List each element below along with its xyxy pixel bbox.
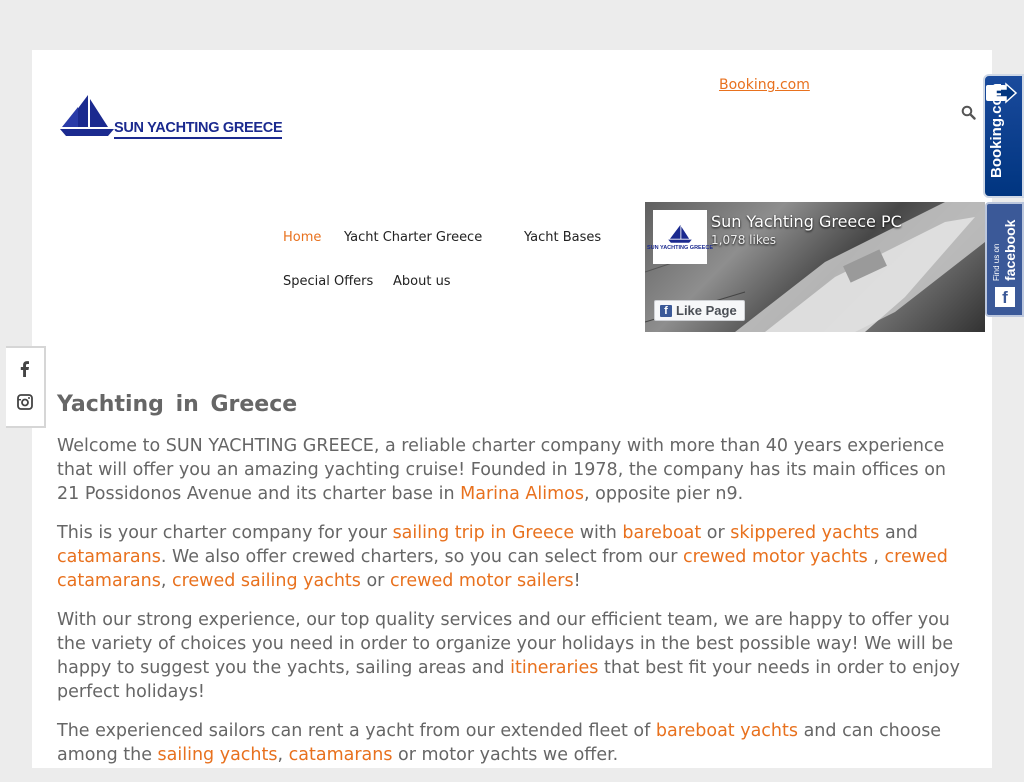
fb-page-name[interactable]: Sun Yachting Greece PC bbox=[711, 212, 902, 231]
link-sailing-yachts[interactable]: sailing yachts bbox=[157, 745, 278, 765]
search-icon[interactable] bbox=[961, 105, 976, 124]
paragraph-text: that best fit your needs in order to enjoy perfect holidays! bbox=[57, 658, 960, 702]
article-paragraph bbox=[57, 434, 972, 506]
social-sidebar bbox=[6, 346, 46, 428]
paragraph-text: This is your charter company for your bbox=[57, 523, 393, 543]
sailboat-logo-icon bbox=[58, 93, 116, 139]
instagram-icon[interactable] bbox=[16, 393, 34, 415]
fb-badge-small-text: Find us on bbox=[992, 243, 1001, 281]
paragraph-text: or bbox=[360, 571, 390, 591]
link-bareboat[interactable]: bareboat bbox=[622, 523, 702, 543]
facebook-badge[interactable] bbox=[985, 202, 1024, 317]
paragraph-text: Welcome to SUN YACHTING GREECE, a reliable charter company with more than 40 years experience that will offer you an amazing yachting cruise! Founded in 1978, the company has its main offices on 21 Possidonos Avenue and its charter base in bbox=[57, 436, 946, 504]
paragraph-text: with bbox=[574, 523, 623, 543]
fb-thumb-text: SUN YACHTING GREECE bbox=[647, 244, 714, 251]
link-crewed-motor-yachts[interactable]: crewed motor yachts bbox=[683, 547, 868, 567]
facebook-f-icon: f bbox=[660, 305, 672, 317]
page-container bbox=[32, 50, 992, 768]
fb-badge-big-text: facebook bbox=[1002, 219, 1018, 281]
fb-likes-count: 1,078 likes bbox=[711, 233, 776, 247]
link-catamarans[interactable]: catamarans bbox=[288, 745, 393, 765]
article-paragraph bbox=[57, 608, 972, 704]
paragraph-text: and bbox=[879, 523, 918, 543]
nav-item-yacht-bases[interactable]: Yacht Bases bbox=[524, 230, 602, 245]
logo-text: SUN YACHTING GREECE bbox=[114, 120, 282, 139]
facebook-f-icon: f bbox=[995, 287, 1015, 307]
paragraph-text: ! bbox=[573, 571, 581, 591]
paragraph-text: or motor yachts we offer. bbox=[392, 745, 619, 765]
link-marina-alimos[interactable]: Marina Alimos bbox=[460, 484, 584, 504]
site-logo[interactable] bbox=[58, 93, 282, 139]
paragraph-text: . We also offer crewed charters, so you can select from our bbox=[160, 547, 683, 567]
booking-badge-text: Booking.com bbox=[988, 82, 1005, 178]
fb-like-label: Like Page bbox=[676, 303, 737, 318]
paragraph-text: or bbox=[701, 523, 731, 543]
link-crewed-motor-sailers[interactable]: crewed motor sailers bbox=[389, 571, 574, 591]
article-paragraph bbox=[57, 521, 972, 593]
nav-item-special-offers[interactable]: Special Offers bbox=[283, 274, 374, 289]
article-paragraph bbox=[57, 719, 972, 767]
link-catamarans[interactable]: catamarans bbox=[57, 547, 161, 567]
facebook-icon[interactable] bbox=[16, 360, 34, 382]
fb-page-thumbnail[interactable] bbox=[647, 210, 714, 264]
fb-like-page-button[interactable] bbox=[654, 300, 745, 321]
link-crewed-catamarans[interactable]: crewed catamarans bbox=[57, 547, 948, 591]
article bbox=[57, 392, 972, 782]
link-crewed-sailing-yachts[interactable]: crewed sailing yachts bbox=[171, 571, 361, 591]
main-nav bbox=[274, 218, 642, 306]
sailboat-logo-icon bbox=[667, 224, 693, 244]
link-skippered-yachts[interactable]: skippered yachts bbox=[730, 523, 880, 543]
link-sailing-trip[interactable]: sailing trip in Greece bbox=[392, 523, 575, 543]
paragraph-text: , bbox=[160, 571, 172, 591]
page-title: Yachting in Greece bbox=[57, 392, 298, 417]
paragraph-text: , bbox=[867, 547, 885, 567]
nav-item-about-us[interactable]: About us bbox=[393, 274, 451, 289]
paragraph-text: , opposite pier n9. bbox=[583, 484, 744, 504]
paragraph-text: With our strong experience, our top quality services and our efficient team, we are happy to offer you the variety of choices you need in order to organize your holidays in the best possible way! We will be happy to suggest you the yachts, sailing areas and bbox=[57, 610, 954, 678]
booking-link[interactable]: Booking.com bbox=[719, 77, 810, 93]
booking-badge[interactable] bbox=[983, 74, 1024, 198]
nav-item-yacht-charter-greece[interactable]: Yacht Charter Greece bbox=[344, 230, 483, 245]
paragraph-text: and can choose among the bbox=[57, 721, 942, 765]
paragraph-text: , bbox=[277, 745, 289, 765]
link-itineraries[interactable]: itineraries bbox=[510, 658, 599, 678]
nav-item-home[interactable]: Home bbox=[283, 230, 322, 245]
link-bareboat-yachts[interactable]: bareboat yachts bbox=[655, 721, 799, 741]
paragraph-text: The experienced sailors can rent a yacht from our extended fleet of bbox=[57, 721, 656, 741]
facebook-page-widget[interactable] bbox=[645, 202, 985, 332]
